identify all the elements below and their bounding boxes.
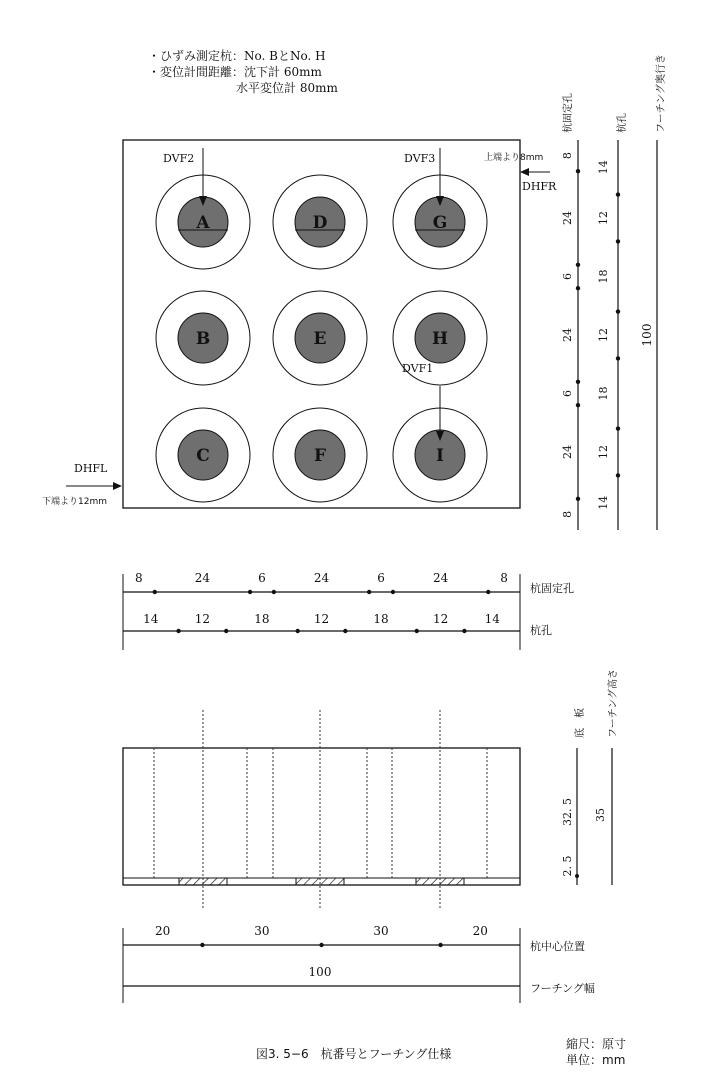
fixing-hole-dim: 24 xyxy=(313,571,330,585)
pile-center-dim: 20 xyxy=(155,924,171,938)
pile-hole-dim: 12 xyxy=(597,445,610,459)
bottom-fixing-label: 杭固定孔 xyxy=(530,582,574,595)
fixing-hole-dot xyxy=(576,169,580,173)
bottom-offset-label: 下端より12mm xyxy=(42,497,107,507)
fixing-hole-dot xyxy=(576,380,580,384)
pile-hole-dim: 12 xyxy=(313,612,330,626)
right-scale-marks xyxy=(561,152,620,518)
right-header-pile: 杭孔 xyxy=(617,113,628,133)
dhfr-label: DHFR xyxy=(522,180,557,193)
fixing-hole-dot xyxy=(367,590,371,594)
right-depth-value: 100 xyxy=(640,323,654,347)
pile-label: C xyxy=(196,446,210,466)
pile-hole-dim: 18 xyxy=(373,612,389,626)
fixing-hole-dim: 8 xyxy=(561,152,574,160)
pile-hole-dim: 14 xyxy=(597,495,610,510)
fixing-hole-dim: 6 xyxy=(561,273,574,280)
width-total-label: フーチング幅 xyxy=(530,982,595,995)
top-offset-label: 上端より8mm xyxy=(484,153,544,163)
figure-caption: 図3. 5−6 杭番号とフーチング仕様 xyxy=(256,1047,452,1061)
dhfr-arrowhead xyxy=(520,168,529,176)
fixing-hole-dim: 24 xyxy=(561,328,574,342)
fixing-hole-dim: 24 xyxy=(194,571,211,585)
pile-label: A xyxy=(196,213,210,233)
fixing-hole-dot xyxy=(486,590,490,594)
width-scale-marks xyxy=(155,924,488,947)
pile-hole-dot xyxy=(224,629,228,633)
pile-hole-dim: 12 xyxy=(597,211,610,225)
pile-hole-dot xyxy=(616,356,620,360)
fixing-hole-dot xyxy=(153,590,157,594)
fixing-hole-dim: 24 xyxy=(432,571,449,585)
fixing-hole-dot xyxy=(576,286,580,290)
fixing-hole-dot xyxy=(576,497,580,501)
unit-note: 単位：mm xyxy=(566,1053,626,1067)
pile-hole-dot xyxy=(616,426,620,430)
pile-center-dot xyxy=(319,943,323,947)
pile-label: H xyxy=(431,329,449,349)
elev-header-height: フーチング高さ xyxy=(608,669,619,738)
pile-hole-dot xyxy=(176,629,180,633)
note-horizontal-gauge: 水平変位計 80mm xyxy=(236,81,338,95)
fixing-hole-dot xyxy=(272,590,276,594)
footing-elevation xyxy=(123,710,520,908)
pile-hole-dot xyxy=(616,192,620,196)
note-gauge-distance: ・変位計間距離：沈下計 60mm xyxy=(148,65,322,79)
dhfl-arrowhead xyxy=(113,482,122,490)
scale-note: 縮尺：原寸 xyxy=(566,1037,627,1051)
fixing-hole-dim: 6 xyxy=(377,571,385,585)
dvf2-label: DVF2 xyxy=(163,152,195,165)
pile-hole-dot xyxy=(462,629,466,633)
elev-header-base: 底 板 xyxy=(575,708,586,738)
dvf1-label: DVF1 xyxy=(402,362,434,375)
elev-base-value-main: 32. 5 xyxy=(561,798,574,826)
fixing-hole-dot xyxy=(248,590,252,594)
fixing-hole-dim: 8 xyxy=(561,510,574,518)
pile-center-dim: 20 xyxy=(472,924,488,938)
pile-center-dim: 30 xyxy=(373,924,389,938)
pile-hole-dot xyxy=(616,239,620,243)
fixing-hole-dot xyxy=(391,590,395,594)
dvf3-label: DVF3 xyxy=(404,152,436,165)
pile-hole-dot xyxy=(343,629,347,633)
elev-base-dot xyxy=(575,874,579,878)
note-strain-piles: ・ひずみ測定杭：No. BとNo. H xyxy=(148,49,326,63)
pile-hole-dim: 14 xyxy=(143,612,159,626)
pile-hole-dim: 18 xyxy=(597,386,610,401)
right-header-fixing: 杭固定孔 xyxy=(563,93,574,133)
pile-group xyxy=(156,175,487,502)
pile-hole-dot xyxy=(616,309,620,313)
pile-hole-hatch xyxy=(179,878,227,885)
pile-center-dot xyxy=(200,943,204,947)
elev-height-value: 35 xyxy=(594,808,607,822)
bottom-scale-marks xyxy=(135,571,508,633)
pile-hole-dim: 18 xyxy=(254,612,270,626)
fixing-hole-dim: 6 xyxy=(258,571,266,585)
bottom-pile-label: 杭孔 xyxy=(530,624,552,637)
fixing-hole-dim: 24 xyxy=(561,211,574,225)
pile-label: B xyxy=(195,329,211,349)
pile-label: E xyxy=(313,329,327,349)
pile-label: D xyxy=(312,213,328,233)
pile-label: I xyxy=(436,446,444,466)
width-total-value: 100 xyxy=(308,965,332,979)
pile-hole-dim: 18 xyxy=(597,269,610,284)
fixing-hole-dot xyxy=(576,263,580,267)
pile-hole-dot xyxy=(616,473,620,477)
pile-hole-dot xyxy=(295,629,299,633)
pile-center-dot xyxy=(438,943,442,947)
fixing-hole-dot xyxy=(576,403,580,407)
pile-hole-dim: 12 xyxy=(194,612,211,626)
pile-hole-dim: 14 xyxy=(484,612,500,626)
pile-hole-dim: 14 xyxy=(597,160,610,175)
fixing-hole-dim: 6 xyxy=(561,390,574,397)
pile-center-dim: 30 xyxy=(254,924,270,938)
pile-hole-hatch xyxy=(416,878,464,885)
fixing-hole-dim: 8 xyxy=(135,571,143,585)
pile-hole-dot xyxy=(415,629,419,633)
pile-label: F xyxy=(313,446,327,466)
width-centers-label: 杭中心位置 xyxy=(530,940,585,953)
elev-base-value-small: 2. 5 xyxy=(561,855,574,877)
pile-hole-dim: 12 xyxy=(597,328,610,342)
fixing-hole-dim: 8 xyxy=(500,571,508,585)
pile-label: G xyxy=(432,213,448,233)
pile-hole-hatch xyxy=(296,878,344,885)
fixing-hole-dim: 24 xyxy=(561,445,574,459)
dhfl-label: DHFL xyxy=(74,462,108,475)
right-header-depth: フーチング奥行き xyxy=(656,54,667,133)
elevation-outline xyxy=(123,748,520,885)
pile-hole-dim: 12 xyxy=(432,612,449,626)
